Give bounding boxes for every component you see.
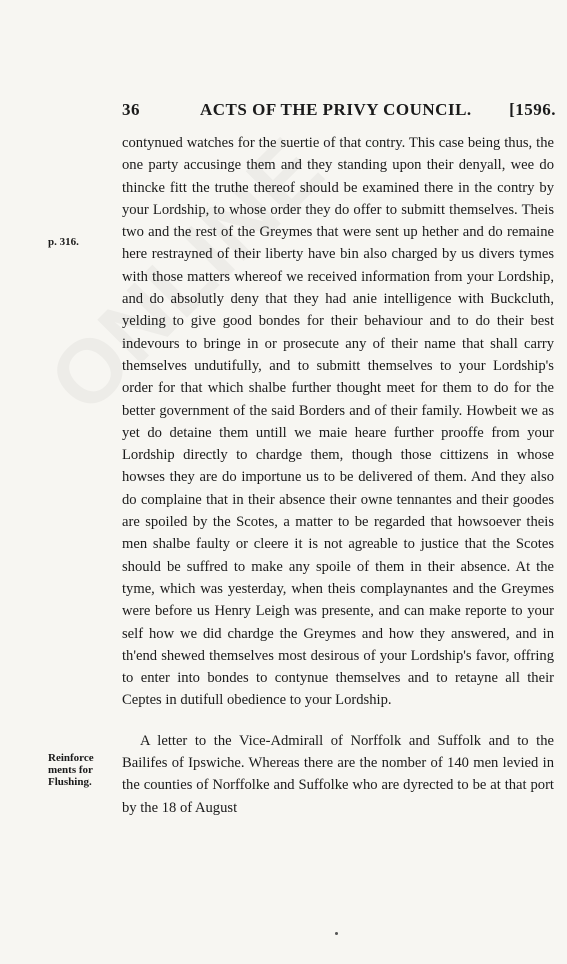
margin-page-reference: p. 316. xyxy=(48,236,79,248)
body-text xyxy=(122,132,554,819)
page-header xyxy=(122,100,560,126)
page-title: ACTS OF THE PRIVY COUNCIL. xyxy=(200,100,472,119)
paragraph-2: A letter to the Vice-Admirall of Norffolk and Suffolk and to the Bailifes of Ipswiche. Whereas there are the nomber of 140 men levied in the counties of Norffolke and Suffolke who are dyrected to be at that port by the 18 of August xyxy=(122,732,554,816)
page-year: [1596. xyxy=(509,100,556,119)
paragraph-1: contynued watches for the suertie of that contry. This case being thus, the one party accusinge them and they standing upon their denyall, wee do thincke fitt the truthe thereof should be examined there in the contry by your Lordship, to whose order they do offer to submitt themselves. Theis two and the rest of the Greymes that were sent up hether and do remaine here restrayned of their liberty have bin also charged by us divers tymes with those matters whereof we received information from your Lordship, and do absolutly deny that they had anie intelligence with Buckcluth, yelding to give good bondes for their behaviour and to do their best indevours to bringe in or prosecute any of their name that shall carry themselves undutifully, and to submitt themselves to your Lordship's order for that which shalbe further thought meet for them to do for the better government of the said Borders and of their family. Howbeit we as yet do detaine them untill we maie heare further prooffe from your Lordship directly to chardge them, though those cittizens in whose howses they are do importune us to be delivered of them. And they also do complaine that in their absence their owne tennantes and their goodes are spoiled by the Scotes, a matter to be regarded that howsoever theis men shalbe faulty or cleere it is not agreable to justice that the Scotes should be suffred to make any spoile of them in their absence. At the tyme, which was yesterday, when theis complaynantes and the Greymes were before us Henry Leigh was presente, and can make reporte to your self how we did chardge the Greymes and how they answered, and in th'end shewed themselves most desirous of your Lordship's favor, offring to enter into bondes to contynue themselves and to retayne all their Ceptes in dutifull obedience to your Lordship. xyxy=(122,135,554,709)
margin-note-reinforcements: Reinforce ments for Flushing. xyxy=(48,752,94,788)
ink-speck xyxy=(335,932,338,935)
page-number: 36 xyxy=(122,100,140,119)
